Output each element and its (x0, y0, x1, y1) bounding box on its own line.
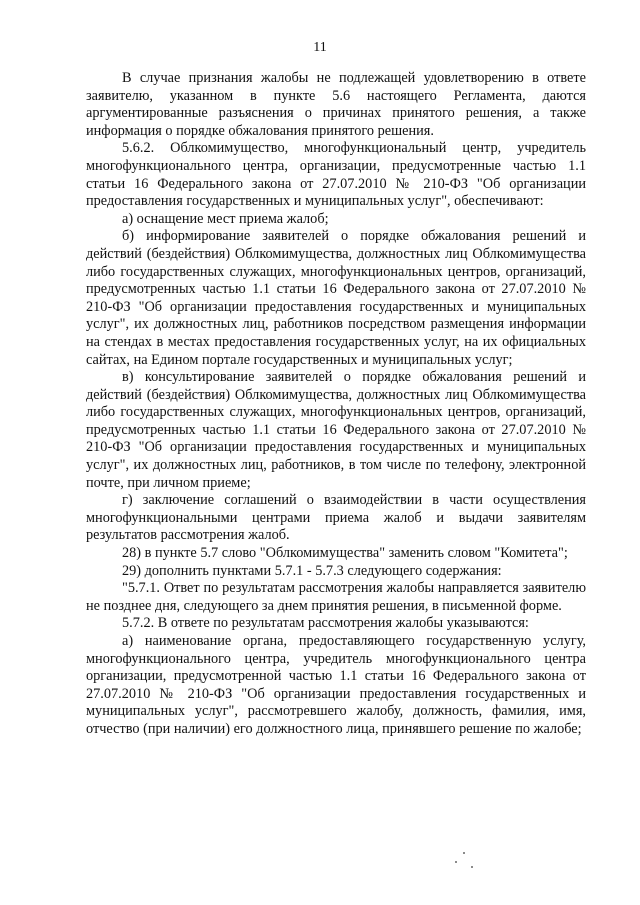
document-body (86, 70, 586, 739)
paragraph-refusal-reply: В случае признания жалобы не подлежащей удовлетворению в ответе заявителю, указанном в пункте 5.6 настоящего Регламента, даются аргументированные разъяснения о причинах принятого решения, а также информация о порядке обжалования принятого решения. (86, 70, 586, 139)
page-number: 11 (313, 40, 327, 55)
paragraph-5-7-2-item-a: а) наименование органа, предоставляющего государственную услугу, многофункционального центра, учредитель многофункционального центра организации, предусмотренной частью 1.1 статьи 16 Федерального закона от 27.07.2010 № 210-ФЗ "Об организации предоставления государственных и муниципальных услуг", рассмотревшего жалобу, должность, фамилия, имя, отчество (при наличии) его должностного лица, принявшего решение по жалобе; (86, 633, 586, 737)
paragraph-amendment-29: 29) дополнить пунктами 5.7.1 - 5.7.3 следующего содержания: (122, 562, 502, 579)
paragraph-5-7-2: 5.7.2. В ответе по результатам рассмотрения жалобы указываются: (122, 615, 529, 632)
paragraph-5-6-2: 5.6.2. Облкомимущество, многофункциональный центр, учредитель многофункционального центра, организации, предусмотренные частью 1.1 статьи 16 Федерального закона от 27.07.2010 № 210-ФЗ "Об организации предоставления государственных и муниципальных услуг", обеспечивают: (86, 140, 586, 210)
scan-speck (455, 861, 457, 863)
paragraph-item-a-equipment: а) оснащение мест приема жалоб; (122, 210, 329, 227)
paragraph-item-v-consulting: в) консультирование заявителей о порядке обжалования решений и действий (бездействия) Облкомимущества, должностных лиц Облкомимущества либо государственных служащих, многофункциональных центров, организаций, предусмотренных частью 1.1 статьи 16 Федерального закона от 27.07.2010 № 210-ФЗ "Об организации предоставления государственных и муниципальных услуг", их должностных лиц, работников, в том числе по телефону, электронной почте, при личном приеме; (86, 369, 586, 491)
paragraph-amendment-28: 28) в пункте 5.7 слово "Облкомимущества" заменить словом "Комитета"; (122, 545, 568, 562)
paragraph-item-g-agreements: г) заключение соглашений о взаимодействии в части осуществления многофункциональными центрами приема жалоб и выдачи заявителям результатов рассмотрения жалоб. (86, 492, 586, 544)
scan-speck (471, 866, 473, 868)
scan-speck (463, 852, 465, 854)
paragraph-5-7-1: "5.7.1. Ответ по результатам рассмотрения жалобы направляется заявителю не позднее дня, следующего за днем принятия решения, в письменной форме. (86, 580, 586, 614)
paragraph-item-b-informing: б) информирование заявителей о порядке обжалования решений и действий (бездействия) Облкомимущества, должностных лиц Облкомимущества либо государственных служащих, многофункциональных центров, организаций, предусмотренных частью 1.1 статьи 16 Федерального закона от 27.07.2010 № 210-ФЗ "Об организации предоставления государственных и муниципальных услуг", их должностных лиц, работников посредством размещения информации на стендах в местах предоставления государственных услуг, на их официальных сайтах, на Едином портале государственных и муниципальных услуг; (86, 228, 586, 368)
